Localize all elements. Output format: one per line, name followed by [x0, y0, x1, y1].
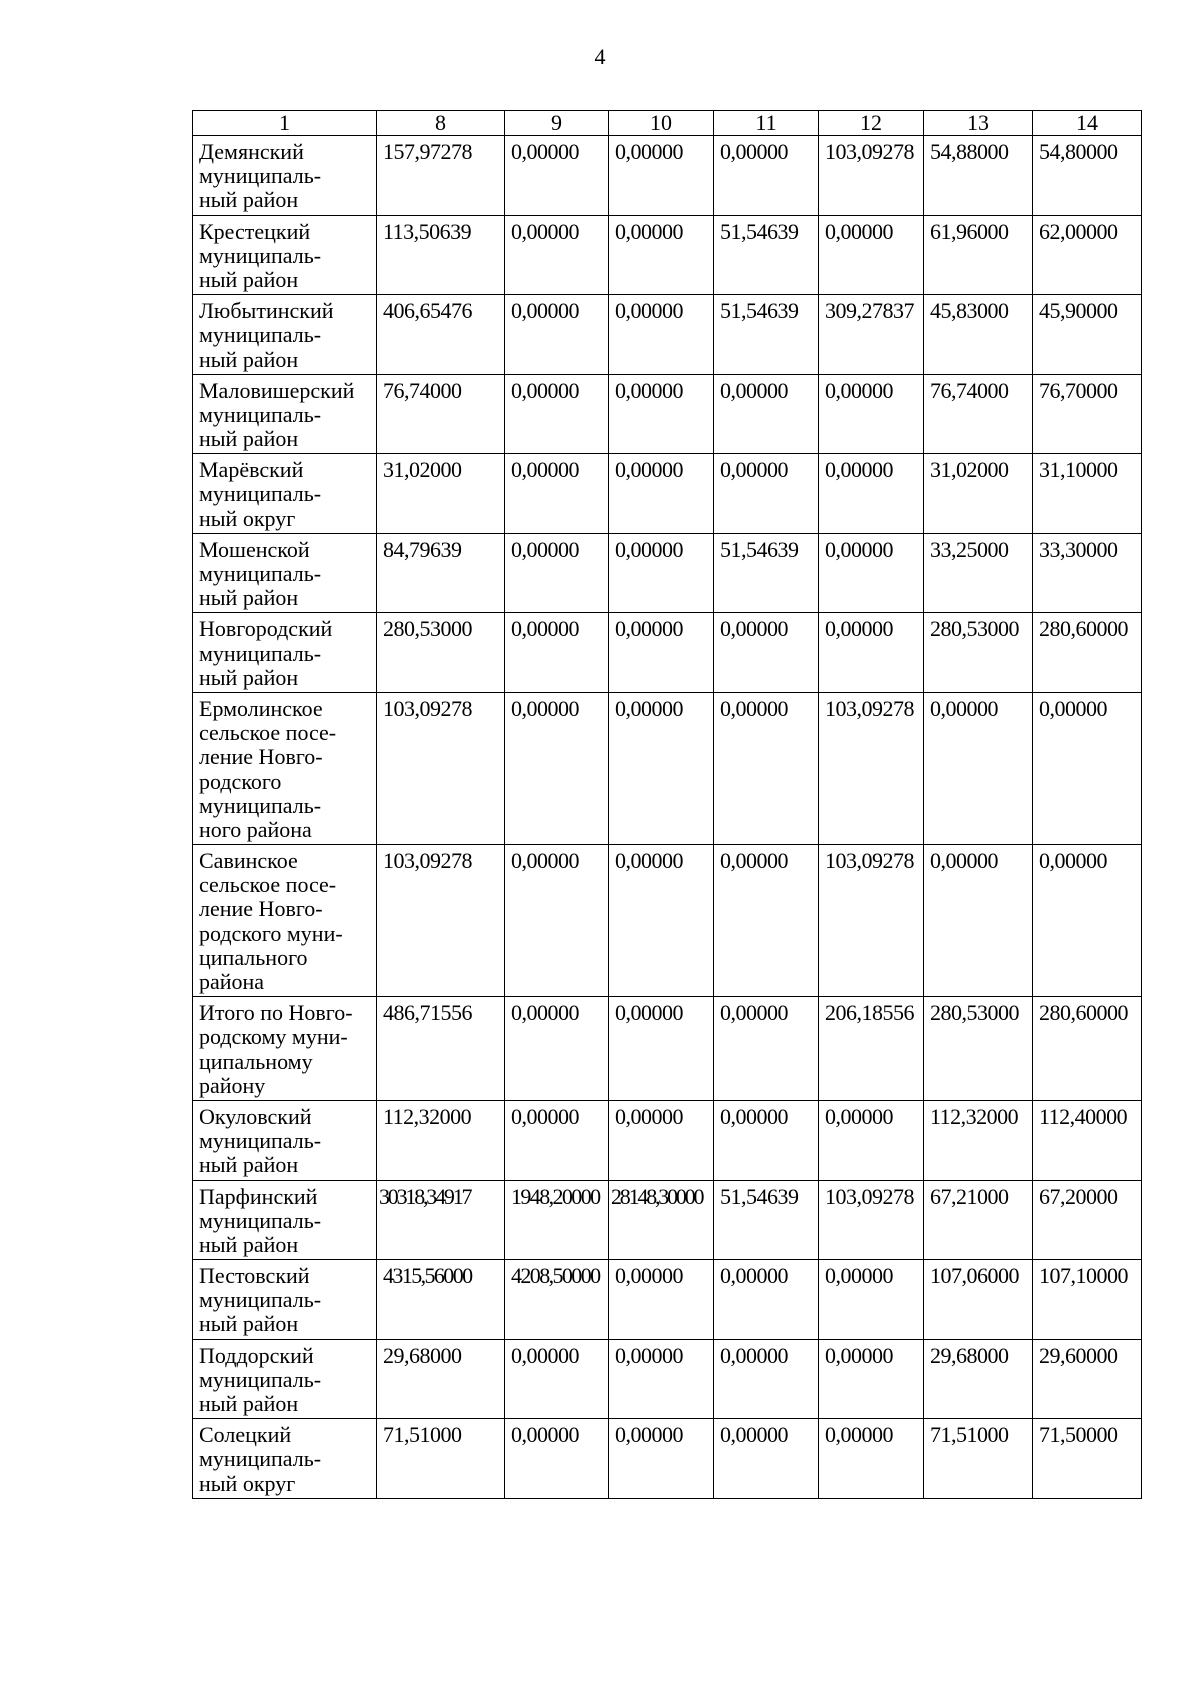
- value-cell-col-14: 0,00000: [1033, 692, 1142, 844]
- value-cell-col-12: 103,09278: [819, 845, 924, 997]
- value-cell-col-14: 33,30000: [1033, 533, 1142, 613]
- table-row: [193, 845, 1142, 997]
- row-name-line: Демянский: [199, 139, 304, 164]
- row-name-line: ный район: [199, 346, 299, 372]
- row-name-line: ный район: [199, 1152, 299, 1178]
- row-name-line: Мошенской: [199, 536, 310, 562]
- value-cell-col-9: 0,00000: [505, 533, 609, 613]
- row-name-line: сельское посе-: [199, 872, 337, 898]
- value-cell-col-9: 0,00000: [505, 454, 609, 534]
- value-cell-col-14: 54,80000: [1033, 136, 1142, 216]
- row-name-line: ципальному: [199, 1048, 313, 1074]
- value-cell-col-14: 45,90000: [1033, 295, 1142, 375]
- value-cell-col-11: 0,00000: [714, 374, 819, 454]
- row-name-line: району: [199, 1072, 266, 1098]
- value-cell-col-11: 0,00000: [714, 1260, 819, 1340]
- column-header-8: 8: [377, 111, 505, 136]
- row-name-line: Новгородский: [199, 616, 333, 642]
- row-name-line: родского муни-: [199, 920, 343, 946]
- row-name-line: Ермолинское: [199, 695, 323, 721]
- page-number: 4: [594, 44, 606, 69]
- value-cell-col-12: 0,00000: [819, 1419, 924, 1499]
- value-cell-col-9: 0,00000: [505, 374, 609, 454]
- value-cell-col-9: 0,00000: [505, 1419, 609, 1499]
- value-cell-col-14: 31,10000: [1033, 454, 1142, 534]
- value-cell-col-13: 29,68000: [924, 1339, 1033, 1419]
- table-row: [193, 295, 1142, 375]
- column-header-12: 12: [819, 111, 924, 136]
- row-name-cell: [193, 845, 377, 997]
- table-row: [193, 374, 1142, 454]
- value-cell-col-14: 29,60000: [1033, 1339, 1142, 1419]
- row-name-line: ный район: [199, 266, 299, 292]
- column-header-1: 1: [193, 111, 377, 136]
- row-name-line: ный район: [199, 426, 299, 452]
- value-cell-col-11: 0,00000: [714, 692, 819, 844]
- column-header-14: 14: [1033, 111, 1142, 136]
- budget-table: [192, 110, 1142, 1499]
- value-cell-col-8: 280,53000: [377, 613, 505, 693]
- row-name-line: ный округ: [199, 1470, 296, 1496]
- row-name-line: ный район: [199, 1231, 299, 1257]
- row-name-line: муниципаль-: [199, 640, 322, 666]
- value-cell-col-12: 0,00000: [819, 1260, 924, 1340]
- value-cell-col-9: 0,00000: [505, 845, 609, 997]
- value-cell-col-8: 486,71556: [377, 997, 505, 1101]
- table-row: [193, 692, 1142, 844]
- value-cell-col-8: 30318,34917: [377, 1180, 505, 1260]
- row-name-line: муниципаль-: [199, 1446, 322, 1472]
- table-row: [193, 454, 1142, 534]
- row-name-line: ный район: [199, 1391, 299, 1416]
- row-name-line: ципального: [199, 944, 308, 970]
- row-name-line: Итого по Новго-: [199, 1000, 353, 1026]
- row-name-cell: [193, 295, 377, 375]
- value-cell-col-10: 0,00000: [609, 295, 714, 375]
- header-row: [193, 111, 1142, 136]
- value-cell-col-11: 51,54639: [714, 533, 819, 613]
- row-name-line: ление Новго-: [199, 744, 323, 770]
- value-cell-col-11: 0,00000: [714, 1100, 819, 1180]
- row-name-cell: [193, 1260, 377, 1340]
- row-name-cell: [193, 136, 377, 216]
- value-cell-col-14: 107,10000: [1033, 1260, 1142, 1340]
- value-cell-col-12: 0,00000: [819, 1339, 924, 1419]
- value-cell-col-10: 28148,30000: [609, 1180, 714, 1260]
- row-name-line: муниципаль-: [199, 1128, 322, 1154]
- value-cell-col-11: 51,54639: [714, 215, 819, 295]
- row-name-line: Окуловский: [199, 1103, 312, 1129]
- row-name-line: муниципаль-: [199, 481, 322, 507]
- value-cell-col-10: 0,00000: [609, 533, 714, 613]
- value-cell-col-11: 0,00000: [714, 1339, 819, 1419]
- row-name-line: муниципаль-: [199, 1207, 322, 1233]
- table-row: [193, 613, 1142, 693]
- value-cell-col-14: 112,40000: [1033, 1100, 1142, 1180]
- row-name-line: Крестецкий: [199, 218, 311, 244]
- value-cell-col-8: 103,09278: [377, 845, 505, 997]
- value-cell-col-13: 45,83000: [924, 295, 1033, 375]
- row-name-line: муниципаль-: [199, 1287, 322, 1313]
- value-cell-col-8: 31,02000: [377, 454, 505, 534]
- table-body: [193, 136, 1142, 1499]
- row-name-line: района: [199, 969, 265, 994]
- table-row: [193, 1419, 1142, 1499]
- value-cell-col-12: 0,00000: [819, 1100, 924, 1180]
- row-name-line: муниципаль-: [199, 401, 322, 427]
- row-name-line: Марёвский: [199, 457, 304, 483]
- row-name-line: ный район: [199, 585, 299, 611]
- value-cell-col-10: 0,00000: [609, 997, 714, 1101]
- value-cell-col-9: 0,00000: [505, 295, 609, 375]
- value-cell-col-8: 76,74000: [377, 374, 505, 454]
- value-cell-col-13: 0,00000: [924, 845, 1033, 997]
- row-name-cell: [193, 1180, 377, 1260]
- row-name-cell: [193, 1419, 377, 1499]
- value-cell-col-10: 0,00000: [609, 1260, 714, 1340]
- value-cell-col-8: 112,32000: [377, 1100, 505, 1180]
- value-cell-col-10: 0,00000: [609, 215, 714, 295]
- value-cell-col-10: 0,00000: [609, 692, 714, 844]
- value-cell-col-13: 61,96000: [924, 215, 1033, 295]
- value-cell-col-8: 406,65476: [377, 295, 505, 375]
- column-header-10: 10: [609, 111, 714, 136]
- value-cell-col-14: 67,20000: [1033, 1180, 1142, 1260]
- row-name-line: муниципаль-: [199, 242, 322, 268]
- table-row: [193, 215, 1142, 295]
- value-cell-col-14: 280,60000: [1033, 613, 1142, 693]
- table-row: [193, 1339, 1142, 1419]
- value-cell-col-12: 0,00000: [819, 533, 924, 613]
- row-name-cell: [193, 533, 377, 613]
- row-name-line: Пестовский: [199, 1263, 310, 1289]
- row-name-line: Поддорский: [199, 1342, 314, 1368]
- value-cell-col-8: 29,68000: [377, 1339, 505, 1419]
- value-cell-col-12: 103,09278: [819, 136, 924, 216]
- value-cell-col-10: 0,00000: [609, 845, 714, 997]
- value-cell-col-8: 157,97278: [377, 136, 505, 216]
- row-name-line: Солецкий: [199, 1422, 292, 1448]
- value-cell-col-11: 0,00000: [714, 136, 819, 216]
- value-cell-col-13: 67,21000: [924, 1180, 1033, 1260]
- value-cell-col-13: 54,88000: [924, 136, 1033, 216]
- value-cell-col-13: 280,53000: [924, 997, 1033, 1101]
- value-cell-col-12: 103,09278: [819, 1180, 924, 1260]
- row-name-line: муниципаль-: [199, 561, 322, 586]
- value-cell-col-11: 0,00000: [714, 613, 819, 693]
- row-name-cell: [193, 454, 377, 534]
- row-name-line: муниципаль-: [199, 792, 322, 818]
- value-cell-col-9: 0,00000: [505, 215, 609, 295]
- row-name-line: Парфинский: [199, 1183, 318, 1209]
- row-name-line: муниципаль-: [199, 163, 322, 189]
- row-name-line: Любытинский: [199, 298, 334, 324]
- row-name-line: ного района: [199, 816, 312, 842]
- value-cell-col-9: 0,00000: [505, 1339, 609, 1419]
- table-row: [193, 136, 1142, 216]
- table-row: [193, 1100, 1142, 1180]
- value-cell-col-12: 309,27837: [819, 295, 924, 375]
- row-name-line: ный район: [199, 1311, 299, 1337]
- value-cell-col-13: 76,74000: [924, 374, 1033, 454]
- value-cell-col-9: 0,00000: [505, 692, 609, 844]
- column-header-11: 11: [714, 111, 819, 136]
- value-cell-col-13: 0,00000: [924, 692, 1033, 844]
- value-cell-col-13: 107,06000: [924, 1260, 1033, 1340]
- row-name-line: Маловишерский: [199, 377, 355, 403]
- row-name-cell: [193, 1100, 377, 1180]
- value-cell-col-12: 0,00000: [819, 613, 924, 693]
- value-cell-col-14: 71,50000: [1033, 1419, 1142, 1499]
- value-cell-col-10: 0,00000: [609, 1100, 714, 1180]
- value-cell-col-9: 0,00000: [505, 136, 609, 216]
- value-cell-col-11: 0,00000: [714, 845, 819, 997]
- table-row: [193, 997, 1142, 1101]
- value-cell-col-12: 206,18556: [819, 997, 924, 1101]
- row-name-line: ный район: [199, 187, 299, 213]
- value-cell-col-14: 76,70000: [1033, 374, 1142, 454]
- row-name-line: ный округ: [199, 505, 296, 531]
- value-cell-col-8: 103,09278: [377, 692, 505, 844]
- value-cell-col-9: 0,00000: [505, 1100, 609, 1180]
- value-cell-col-11: 0,00000: [714, 454, 819, 534]
- row-name-line: родскому муни-: [199, 1024, 348, 1050]
- value-cell-col-11: 51,54639: [714, 1180, 819, 1260]
- value-cell-col-10: 0,00000: [609, 613, 714, 693]
- row-name-cell: [193, 1339, 377, 1419]
- row-name-line: Савинское: [199, 848, 298, 874]
- column-header-9: 9: [505, 111, 609, 136]
- value-cell-col-10: 0,00000: [609, 1419, 714, 1499]
- row-name-line: ный район: [199, 664, 299, 690]
- value-cell-col-9: 4208,50000: [505, 1260, 609, 1340]
- row-name-line: ление Новго-: [199, 896, 323, 922]
- value-cell-col-14: 62,00000: [1033, 215, 1142, 295]
- value-cell-col-10: 0,00000: [609, 454, 714, 534]
- table-row: [193, 533, 1142, 613]
- row-name-cell: [193, 997, 377, 1101]
- value-cell-col-8: 84,79639: [377, 533, 505, 613]
- table-row: [193, 1180, 1142, 1260]
- value-cell-col-11: 0,00000: [714, 997, 819, 1101]
- value-cell-col-14: 280,60000: [1033, 997, 1142, 1101]
- value-cell-col-9: 0,00000: [505, 997, 609, 1101]
- value-cell-col-8: 4315,56000: [377, 1260, 505, 1340]
- value-cell-col-8: 113,50639: [377, 215, 505, 295]
- value-cell-col-12: 0,00000: [819, 215, 924, 295]
- row-name-line: сельское посе-: [199, 720, 337, 746]
- value-cell-col-13: 31,02000: [924, 454, 1033, 534]
- value-cell-col-9: 0,00000: [505, 613, 609, 693]
- table-row: [193, 1260, 1142, 1340]
- column-header-13: 13: [924, 111, 1033, 136]
- row-name-cell: [193, 215, 377, 295]
- value-cell-col-13: 280,53000: [924, 613, 1033, 693]
- value-cell-col-9: 1948,20000: [505, 1180, 609, 1260]
- value-cell-col-10: 0,00000: [609, 136, 714, 216]
- value-cell-col-10: 0,00000: [609, 1339, 714, 1419]
- row-name-cell: [193, 613, 377, 693]
- row-name-line: родского: [199, 768, 282, 794]
- value-cell-col-10: 0,00000: [609, 374, 714, 454]
- value-cell-col-8: 71,51000: [377, 1419, 505, 1499]
- row-name-line: муниципаль-: [199, 322, 322, 348]
- value-cell-col-12: 103,09278: [819, 692, 924, 844]
- value-cell-col-13: 71,51000: [924, 1419, 1033, 1499]
- value-cell-col-12: 0,00000: [819, 374, 924, 454]
- value-cell-col-11: 51,54639: [714, 295, 819, 375]
- value-cell-col-12: 0,00000: [819, 454, 924, 534]
- value-cell-col-13: 33,25000: [924, 533, 1033, 613]
- value-cell-col-13: 112,32000: [924, 1100, 1033, 1180]
- row-name-cell: [193, 374, 377, 454]
- value-cell-col-14: 0,00000: [1033, 845, 1142, 997]
- value-cell-col-11: 0,00000: [714, 1419, 819, 1499]
- row-name-line: муниципаль-: [199, 1366, 322, 1392]
- row-name-cell: [193, 692, 377, 844]
